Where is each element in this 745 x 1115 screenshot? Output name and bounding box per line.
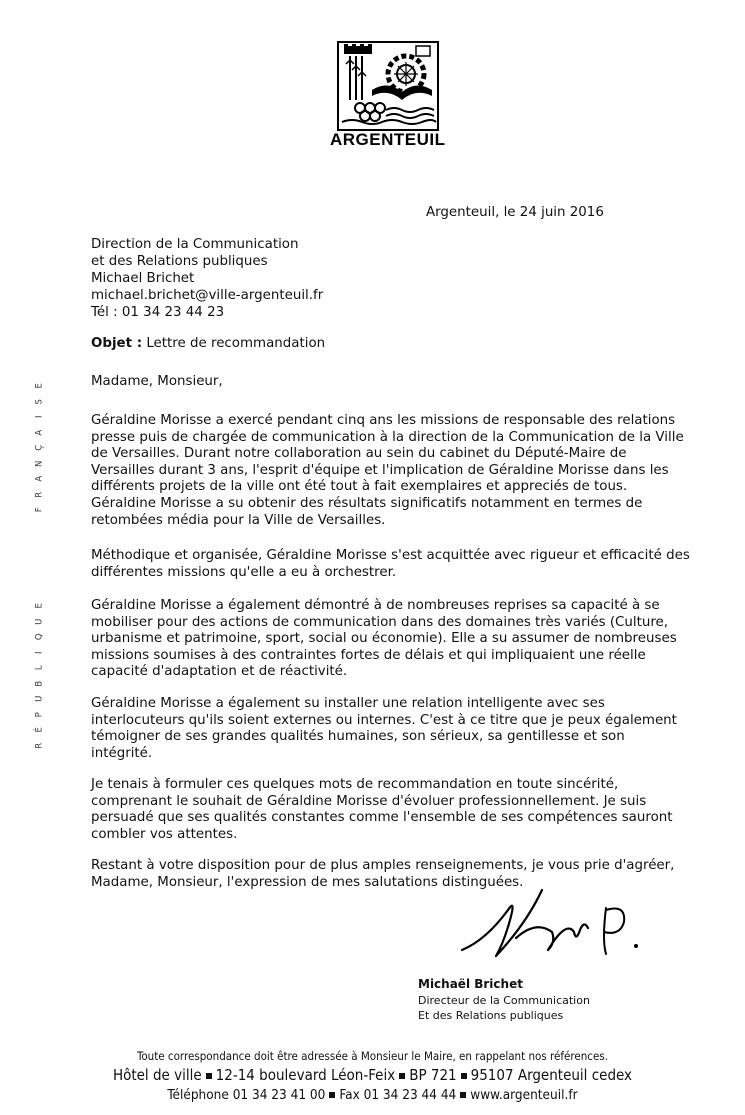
paragraph-line: intégrité. [91, 745, 153, 761]
side-letter: N [34, 460, 45, 467]
paragraph-line: différentes missions qu'elle a eu à orchestrer. [91, 564, 397, 580]
side-letter: B [34, 680, 45, 687]
bullet-icon [460, 1092, 466, 1098]
paragraph-1 [91, 413, 721, 529]
object-value: Lettre de recommandation [142, 336, 326, 351]
side-letter: A [34, 475, 45, 482]
paragraph-line: urbanisme et patrimoine, sport, social ou économie). Elle a su assumer de nombreuses [91, 631, 677, 647]
paragraph-2 [91, 548, 721, 581]
side-letter: R [34, 491, 45, 498]
signatory-name: Michaël Brichet [418, 977, 523, 991]
paragraph-line: persuadé que ses qualités constantes comme l'ensemble de ses compétences sauront [91, 810, 673, 826]
paragraph-line: Restant à votre disposition pour de plus amples renseignements, je vous prie d'agréer, [91, 858, 675, 873]
paragraph-line: Géraldine Morisse a également démontré à de nombreuses reprises sa capacité à se [91, 598, 660, 613]
side-letter: U [34, 618, 45, 625]
side-text-republique [35, 598, 49, 753]
side-letter: F [34, 507, 45, 513]
side-letter: S [34, 398, 45, 404]
side-letter: É [34, 727, 45, 733]
greeting: Madame, Monsieur, [91, 374, 223, 389]
signatory-title [418, 993, 590, 1023]
footer-contact [0, 1087, 745, 1103]
paragraph-line: Géraldine Morisse a exercé pendant cinq ans les missions de responsable des relations [91, 413, 676, 428]
side-letter: I [34, 415, 45, 419]
sender-line: et des Relations publiques [91, 254, 268, 269]
footer-address-part: BP 721 [409, 1066, 457, 1084]
footer-phone: Téléphone 01 34 23 41 00 [167, 1087, 326, 1103]
letter-object [91, 336, 325, 351]
side-letter: P [34, 711, 45, 717]
paragraph-line: différents projets de la ville ont été tout à fait exemplaires et appreciés de tous. [91, 479, 628, 495]
paragraph-line: Je tenais à formuler ces quelques mots de recommandation en toute sincérité, [91, 777, 619, 792]
bullet-icon [399, 1073, 405, 1079]
logo-wordmark: ARGENTEUIL [330, 130, 446, 149]
bullet-icon [206, 1073, 212, 1079]
object-label: Objet : [91, 336, 143, 351]
paragraph-line: capacité d'adaptation et de réactivité. [91, 664, 348, 680]
side-letter: Q [34, 633, 45, 641]
argenteuil-crest-icon [336, 40, 440, 132]
paragraph-3 [91, 598, 721, 681]
paragraph-line: Géraldine Morisse a également su installer une relation intelligente avec ses [91, 696, 605, 711]
side-letter: E [34, 603, 45, 609]
letter-date: Argenteuil, le 24 juin 2016 [426, 205, 604, 220]
footer-address-part: Hôtel de ville [112, 1066, 202, 1084]
paragraph-line: Géraldine Morisse a su obtenir des résultats significatifs notamment en termes de [91, 495, 643, 511]
paragraph-line: missions soumises à des contraintes fortes de délais et qui impliquaient une réelle [91, 647, 646, 663]
bullet-icon [329, 1092, 335, 1098]
paragraph-line: Méthodique et organisée, Géraldine Morisse s'est acquittée avec rigueur et efficacité des [91, 548, 690, 563]
side-letter: E [34, 383, 45, 389]
paragraph-line: retombées média pour la Ville de Versailles. [91, 512, 386, 528]
sender-email: michael.brichet@ville-argenteuil.fr [91, 288, 324, 303]
footer-address-part: 12-14 boulevard Léon-Feix [215, 1066, 396, 1084]
footer-address-part: 95107 Argenteuil cedex [470, 1066, 633, 1084]
sender-block [91, 236, 323, 321]
footer-note: Toute correspondance doit être adressée à Monsieur le Maire, en rappelant nos références. [136, 1049, 609, 1063]
paragraph-line: interlocuteurs qu'ils soient externes ou internes. C'est à ce titre que je peux également [91, 712, 677, 728]
side-letter: L [34, 665, 45, 671]
bullet-icon [461, 1073, 467, 1079]
sender-line: Michael Brichet [91, 271, 195, 286]
side-text-francaise [35, 378, 49, 518]
sender-line: Direction de la Communication [91, 237, 299, 252]
side-letter: I [34, 651, 45, 654]
paragraph-line: mobiliser pour des actions de communication dans des domaines très variés (Culture, [91, 614, 669, 630]
signatory-title-line: Et des Relations publiques [418, 1009, 564, 1022]
side-letter: R [34, 742, 45, 749]
paragraph-line: presse puis de chargée de communication à la direction de la Communication de la Ville [91, 429, 684, 445]
paragraph-line: Madame, Monsieur, l'expression de mes salutations distinguées. [91, 874, 524, 890]
paragraph-line: comprenant le souhait de Géraldine Morisse d'évoluer professionnellement. Je suis [91, 793, 647, 809]
paragraph-line: de Versailles. Durant notre collaboration au sein du cabinet du Député-Maire de [91, 446, 627, 462]
side-letter: U [34, 695, 45, 702]
footer-fax: Fax 01 34 23 44 44 [339, 1087, 457, 1103]
side-letter: A [34, 429, 45, 436]
paragraph-4 [91, 696, 721, 762]
paragraph-line: témoigner de ses grandes qualités humaines, son sérieux, sa gentillesse et son [91, 729, 625, 745]
paragraph-line: Versailles durant 3 ans, l'esprit d'équipe et l'implication de Géraldine Morisse dans les [91, 462, 669, 478]
sender-phone: Tél : 01 34 23 44 23 [91, 305, 225, 320]
side-letter: Ç [34, 444, 45, 451]
paragraph-line: combler vos attentes. [91, 826, 238, 842]
handwritten-signature [456, 880, 676, 970]
signatory-title-line: Directeur de la Communication [418, 994, 590, 1007]
paragraph-5 [91, 777, 721, 843]
footer-website-link[interactable]: www.argenteuil.fr [470, 1087, 578, 1103]
footer-address [0, 1066, 745, 1084]
